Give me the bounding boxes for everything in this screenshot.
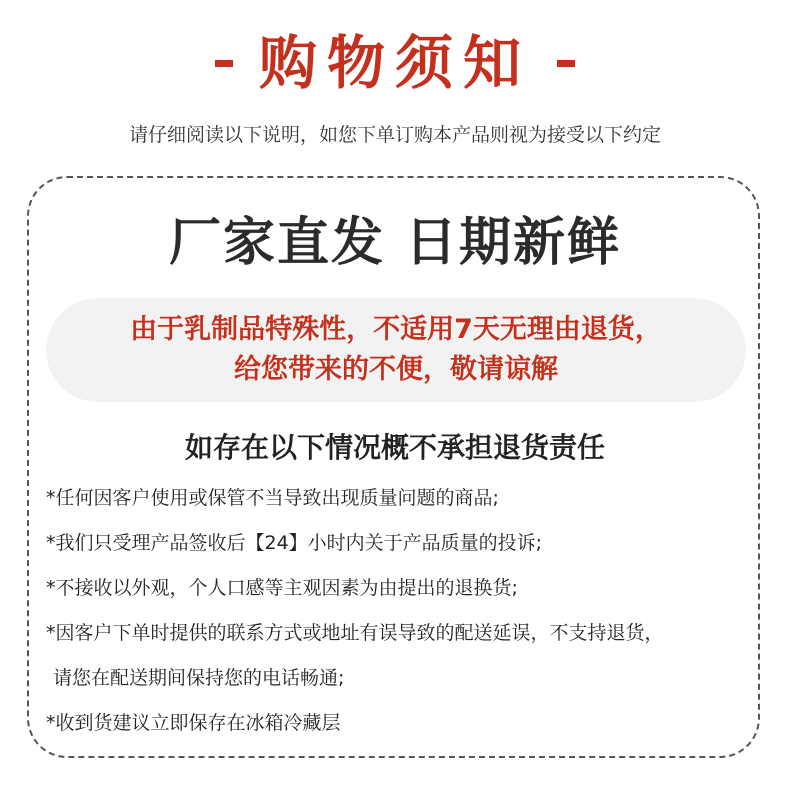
title-dash-left	[215, 60, 233, 67]
page-title: 购物须知	[258, 29, 531, 97]
term-item: *因客户下单时提供的联系方式或地址有误导致的配送延误，不支持退货，	[46, 622, 664, 644]
return-policy-notice	[46, 298, 746, 402]
notice-line: 由于乳制品特殊性，不适用7天无理由退货，	[130, 314, 662, 345]
term-item: *收到货建议立即保存在冰箱冷藏层	[46, 712, 341, 734]
terms-list	[46, 484, 746, 754]
page-title-row	[0, 28, 790, 98]
page-subtitle: 请仔细阅读以下说明，如您下单订购本产品则视为接受以下约定	[128, 124, 661, 146]
term-item: *我们只受理产品签收后【24】小时内关于产品质量的投诉;	[46, 532, 543, 554]
notice-line: 给您带来的不便，敬请谅解	[234, 354, 558, 385]
term-item: *不接收以外观，个人口感等主观因素为由提出的退换货;	[46, 577, 518, 599]
condition-title: 如存在以下情况概不承担退货责任	[184, 431, 605, 464]
term-item-continued: 请您在配送期间保持您的电话畅通;	[53, 667, 345, 689]
card-headline: 厂家直发 日期新鲜	[168, 213, 622, 273]
title-dash-right	[557, 60, 575, 67]
term-item: *任何因客户使用或保管不当导致出现质量问题的商品;	[46, 487, 499, 509]
